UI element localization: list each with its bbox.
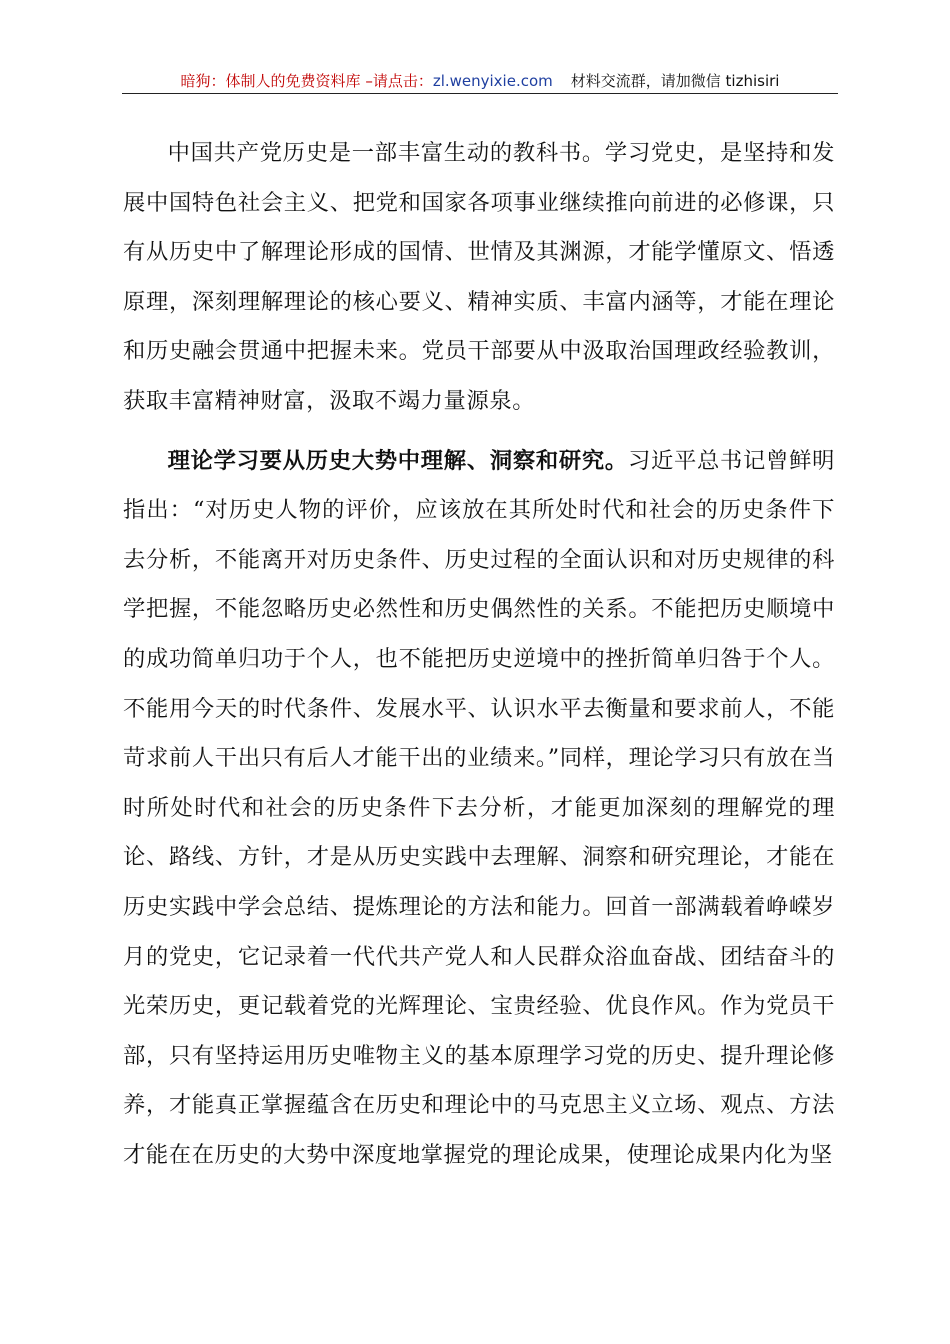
paragraph-theory-study <box>123 437 835 1181</box>
paragraph-text: 习近平总书记曾鲜明指出：“对历史人物的评价，应该放在其所处时代和社会的历史条件下去分析，不能离开对历史条件、历史过程的全面认识和对历史规律的科学把握，不能忽略历史必然性和历史偶然性的关系。不能把历史顺境中的成功简单归功于个人，也不能把历史逆境中的挫折简单归咎于个人。不能用今天的时代条件、发展水平、认识水平去衡量和要求前人，不能苛求前人干出只有后人才能干出的业绩来。”同样，理论学习只有放在当时所处时代和社会的历史条件下去分析，才能更加深刻的理解党的理论、路线、方针，才是从历史实践中去理解、洞察和研究理论，才能在历史实践中学会总结、提炼理论的方法和能力。回首一部满载着峥嵘岁月的党史，它记录着一代代共产党人和人民群众浴血奋战、团结奋斗的光荣历史，更记载着党的光辉理论、宝贵经验、优良作风。作为党员干部，只有坚持运用历史唯物主义的基本原理学习党的历史、提升理论修养，才能真正掌握蕴含在历史和理论中的马克思主义立场、观点、方法才能在在历史的大势中深度地掌握党的理论成果，使理论成果内化为坚 <box>123 447 835 1168</box>
header-url-link[interactable]: zl.wenyixie.com <box>432 72 553 90</box>
page-header <box>122 70 838 92</box>
document-body <box>123 129 835 1180</box>
header-contact: 材料交流群，请加微信 tizhisiri <box>570 72 780 90</box>
paragraph-intro <box>123 129 835 427</box>
paragraph-lead: 理论学习要从历史大势中理解、洞察和研究。 <box>167 447 628 474</box>
header-divider <box>122 93 838 94</box>
header-prompt: –请点击： <box>360 72 433 90</box>
paragraph-text: 中国共产党历史是一部丰富生动的教科书。学习党史，是坚持和发展中国特色社会主义、把党和国家各项事业继续推向前进的必修课，只有从历史中了解理论形成的国情、世情及其渊源，才能学懂原文、悟透原理，深刻理解理论的核心要义、精神实质、丰富内涵等，才能在理论和历史融会贯通中把握未来。党员干部要从中汲取治国理政经验教训，获取丰富精神财富，汲取不竭力量源泉。 <box>123 140 835 414</box>
header-brand: 暗狗：体制人的免费资料库 <box>180 72 361 90</box>
